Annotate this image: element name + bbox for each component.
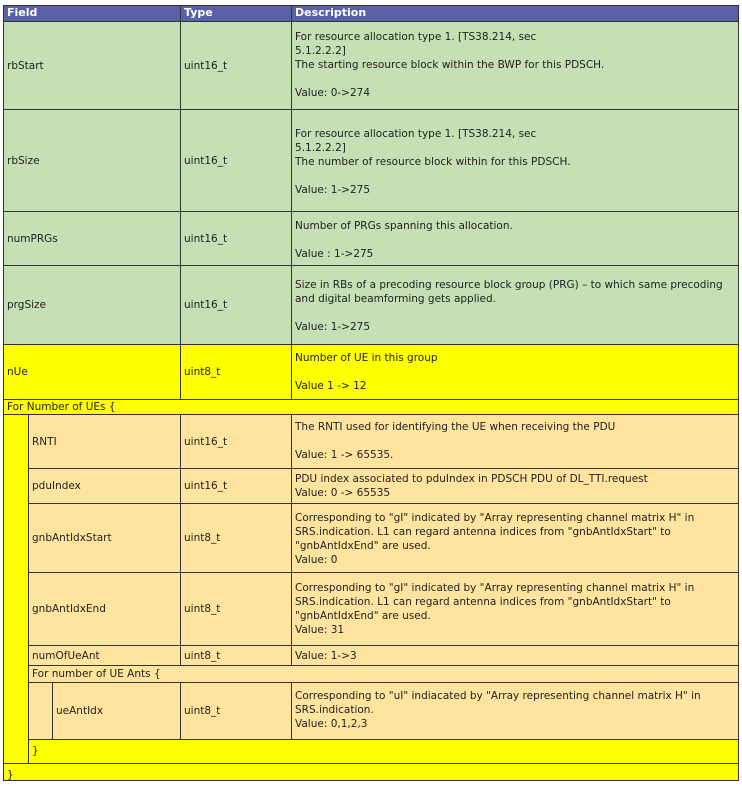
row-gnbantidxstart-field: gnbAntIdxStart — [28, 503, 181, 573]
row-rnti-field: RNTI — [28, 414, 181, 469]
row-gnbantidxend-type: uint8_t — [180, 572, 292, 646]
row-pduindex-description: PDU index associated to pduIndex in PDSCH PDU of DL_TTI.request Value: 0 -> 65535 — [291, 468, 739, 504]
header-description: Description — [291, 5, 739, 22]
loop-ue-close: } — [3, 763, 739, 781]
row-numprgs-type: uint16_t — [180, 211, 292, 266]
row-numprgs-field: numPRGs — [3, 211, 181, 266]
loop-ue-open: For Number of UEs { — [3, 399, 739, 415]
row-nue-type: uint8_t — [180, 344, 292, 400]
loop-ueant-indent — [28, 682, 53, 740]
row-rbstart-description: For resource allocation type 1. [TS38.214, sec 5.1.2.2.2] The starting resource block within the BWP for this PDSCH. Value: 0->274 — [291, 21, 739, 110]
row-ueantidx-description: Corresponding to "uI" indiacated by "Array representing channel matrix H" in SRS.indication. Value: 0,1,2,3 — [291, 682, 739, 740]
row-rnti-type: uint16_t — [180, 414, 292, 469]
row-rnti-description: The RNTI used for identifying the UE when receiving the PDU Value: 1 -> 65535. — [291, 414, 739, 469]
row-rbstart-type: uint16_t — [180, 21, 292, 110]
loop-ue-indent — [3, 414, 29, 764]
row-numofueant-field: numOfUeAnt — [28, 645, 181, 666]
row-rbstart-field: rbStart — [3, 21, 181, 110]
row-rbsize-description: For resource allocation type 1. [TS38.214, sec 5.1.2.2.2] The number of resource block within for this PDSCH. Value: 1->275 — [291, 109, 739, 212]
row-numofueant-description: Value: 1->3 — [291, 645, 739, 666]
header-type: Type — [180, 5, 292, 22]
row-gnbantidxend-description: Corresponding to "gI" indicated by "Array representing channel matrix H" in SRS.indication. L1 can regard antenna indices from "gnbAntIdxStart" to "gnbAntIdxEnd" are used. Value: 31 — [291, 572, 739, 646]
row-numprgs-description: Number of PRGs spanning this allocation. Value : 1->275 — [291, 211, 739, 266]
row-gnbantidxstart-description: Corresponding to "gI" indicated by "Array representing channel matrix H" in SRS.indication. L1 can regard antenna indices from "gnbAntIdxStart" to "gnbAntIdxEnd" are used. Value: 0 — [291, 503, 739, 573]
row-nue-description: Number of UE in this group Value 1 -> 12 — [291, 344, 739, 400]
row-gnbantidxend-field: gnbAntIdxEnd — [28, 572, 181, 646]
row-prgsize-description: Size in RBs of a precoding resource block group (PRG) – to which same precoding and digital beamforming gets applied. Value: 1->275 — [291, 265, 739, 345]
row-rbsize-field: rbSize — [3, 109, 181, 212]
row-rbsize-type: uint16_t — [180, 109, 292, 212]
row-pduindex-field: pduIndex — [28, 468, 181, 504]
loop-ueant-open: For number of UE Ants { — [28, 665, 739, 683]
row-nue-field: nUe — [3, 344, 181, 400]
header-field: Field — [3, 5, 181, 22]
row-pduindex-type: uint16_t — [180, 468, 292, 504]
row-prgsize-field: prgSize — [3, 265, 181, 345]
row-gnbantidxstart-type: uint8_t — [180, 503, 292, 573]
row-ueantidx-type: uint8_t — [180, 682, 292, 740]
row-numofueant-type: uint8_t — [180, 645, 292, 666]
loop-ueant-close: } — [28, 739, 739, 764]
row-prgsize-type: uint16_t — [180, 265, 292, 345]
row-ueantidx-field: ueAntIdx — [52, 682, 181, 740]
